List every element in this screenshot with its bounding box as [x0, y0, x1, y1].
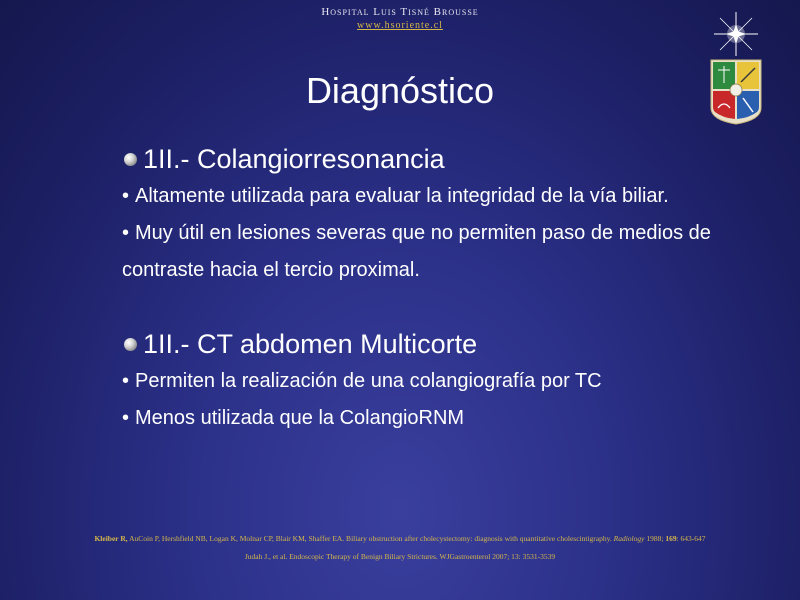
bullet-dot-icon: •	[122, 185, 130, 207]
list-item	[122, 363, 742, 400]
bullet-dot-icon: •	[122, 370, 130, 392]
list-item-text: Altamente utilizada para evaluar la integridad de la vía biliar.	[135, 185, 669, 207]
bullet-dot-icon: •	[122, 222, 130, 244]
references	[0, 534, 800, 562]
slide-title: Diagnóstico	[305, 70, 495, 111]
reference-1-journal: Radiology	[613, 534, 645, 543]
reference-1-pages: : 643-647	[676, 534, 706, 543]
slide-content	[122, 140, 742, 437]
reference-1-text: AuCoin P, Hershfield NB, Logan K, Molnar CP, Blair KM, Shaffer EA. Biliary obstruction after cholecystectomy: diagnosis with quantitative cholescintigraphy.	[127, 534, 614, 543]
reference-1	[0, 534, 800, 544]
bullet-dot-icon: •	[122, 407, 130, 429]
reference-1-author: Kleiber R,	[94, 534, 128, 543]
bullet-orb-icon	[124, 338, 137, 351]
star-icon	[714, 12, 758, 56]
section-heading-colangiorresonancia	[122, 140, 742, 178]
section-heading-label: 1II.- Colangiorresonancia	[143, 144, 445, 174]
list-item-text: Muy útil en lesiones severas que no permiten paso de medios de contraste hacia el tercio proximal.	[122, 222, 711, 281]
section-heading-label: 1II.- CT abdomen Multicorte	[143, 329, 478, 359]
hospital-name: Hospital Luis Tisné Brousse	[321, 6, 479, 18]
list-item	[122, 178, 742, 215]
list-item-text: Menos utilizada que la ColangioRNM	[135, 407, 465, 429]
hospital-url-link[interactable]: www.hsoriente.cl	[357, 20, 443, 31]
reference-2: Judah J., et al. Endoscopic Therapy of Benign Biliary Strictures. WJGastroenterol 2007; 13: 3531-3539	[244, 552, 556, 561]
list-item	[122, 400, 742, 437]
section-heading-ct-abdomen	[122, 325, 742, 363]
section-spacer	[122, 289, 742, 325]
slide-header	[0, 6, 800, 32]
reference-1-volume: 169	[665, 534, 677, 543]
list-item-text: Permiten la realización de una colangiografía por TC	[135, 370, 602, 392]
bullet-orb-icon	[124, 153, 137, 166]
list-item	[122, 215, 742, 289]
reference-1-year: 1988;	[644, 534, 666, 543]
